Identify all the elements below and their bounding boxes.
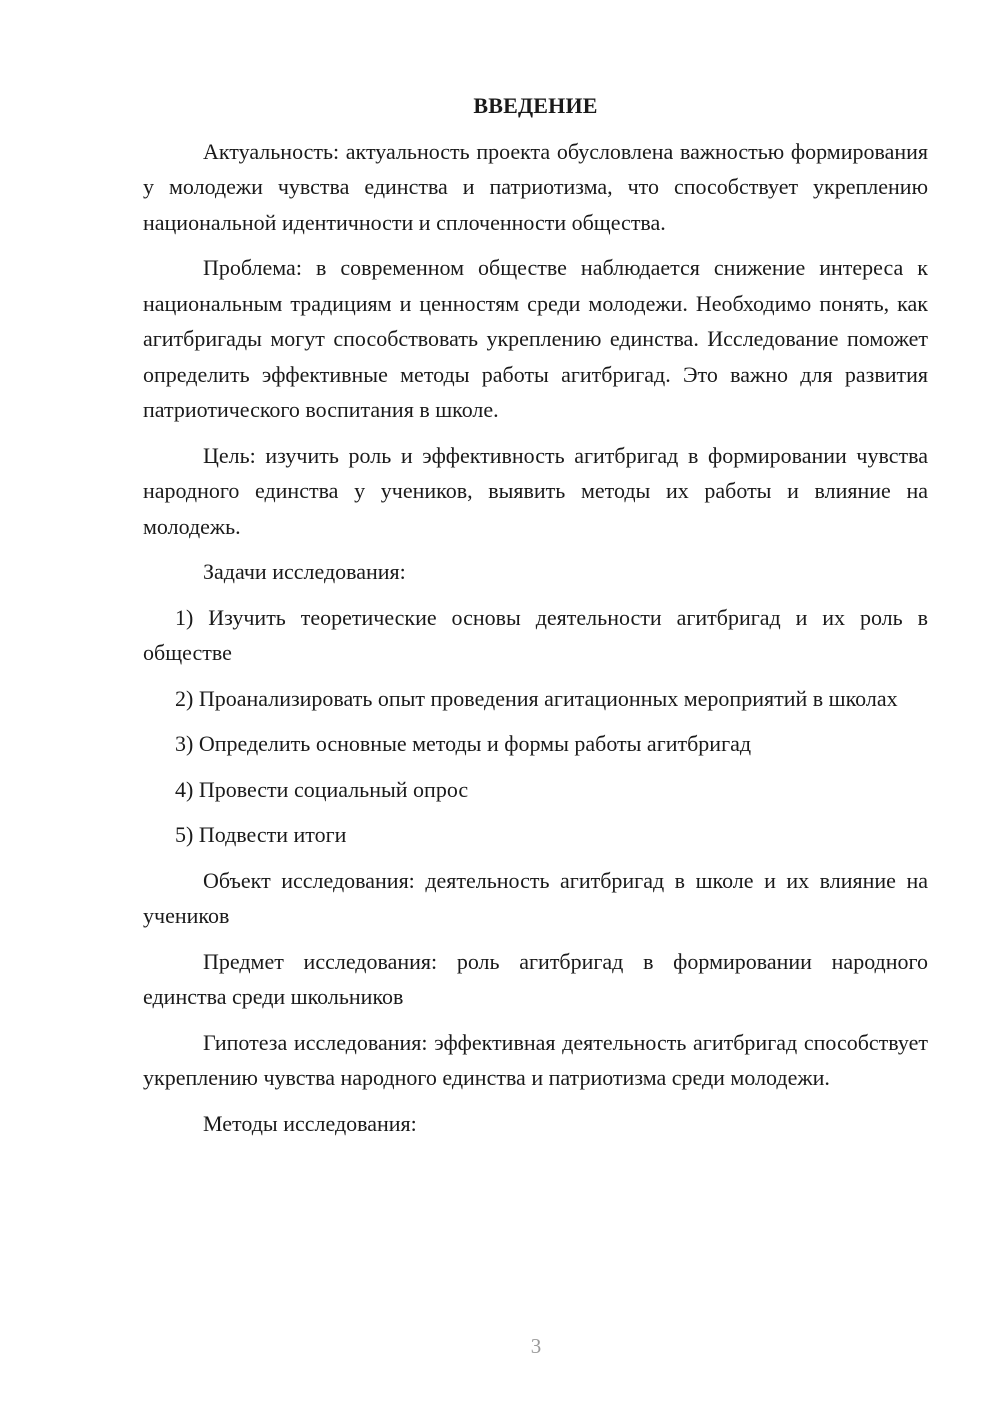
page-content bbox=[143, 88, 928, 1151]
task-item-3: 3) Определить основные методы и формы работы агитбригад bbox=[175, 731, 752, 756]
problem-paragraph: Проблема: в современном обществе наблюдается снижение интереса к национальным традициям и ценностям среди молодежи. Необходимо понять, как агитбригады могут способствовать укреплению единства. Исследование поможет определить эффективные методы работы агитбригад. Это важно для развития патриотического воспитания в школе. bbox=[143, 255, 928, 422]
task-item-5: 5) Подвести итоги bbox=[175, 822, 347, 847]
goal-paragraph: Цель: изучить роль и эффективность агитбригад в формировании чувства народного единства у учеников, выявить методы их работы и влияние на молодежь. bbox=[143, 442, 928, 539]
section-title: ВВЕДЕНИЕ bbox=[473, 93, 598, 118]
tasks-heading: Задачи исследования: bbox=[203, 559, 406, 584]
hypothesis-paragraph: Гипотеза исследования: эффективная деятельность агитбригад способствует укреплению чувства народного единства и патриотизма среди молодежи. bbox=[143, 1029, 928, 1090]
subject-paragraph: Предмет исследования: роль агитбригад в формировании народного единства среди школьников bbox=[143, 948, 928, 1009]
methods-heading: Методы исследования: bbox=[203, 1110, 417, 1136]
relevance-paragraph: Актуальность: актуальность проекта обусловлена важностью формирования у молодежи чувства единства и патриотизма, что способствует укреплению национальной идентичности и сплоченности общества. bbox=[143, 138, 928, 235]
task-item-4: 4) Провести социальный опрос bbox=[175, 776, 469, 802]
page-number: 3 bbox=[530, 1334, 542, 1358]
task-item-2: 2) Проанализировать опыт проведения агитационных мероприятий в школах bbox=[175, 685, 898, 711]
object-paragraph: Объект исследования: деятельность агитбригад в школе и их влияние на учеников bbox=[143, 867, 928, 928]
task-item-1: 1) Изучить теоретические основы деятельности агитбригад и их роль в обществе bbox=[143, 604, 928, 665]
